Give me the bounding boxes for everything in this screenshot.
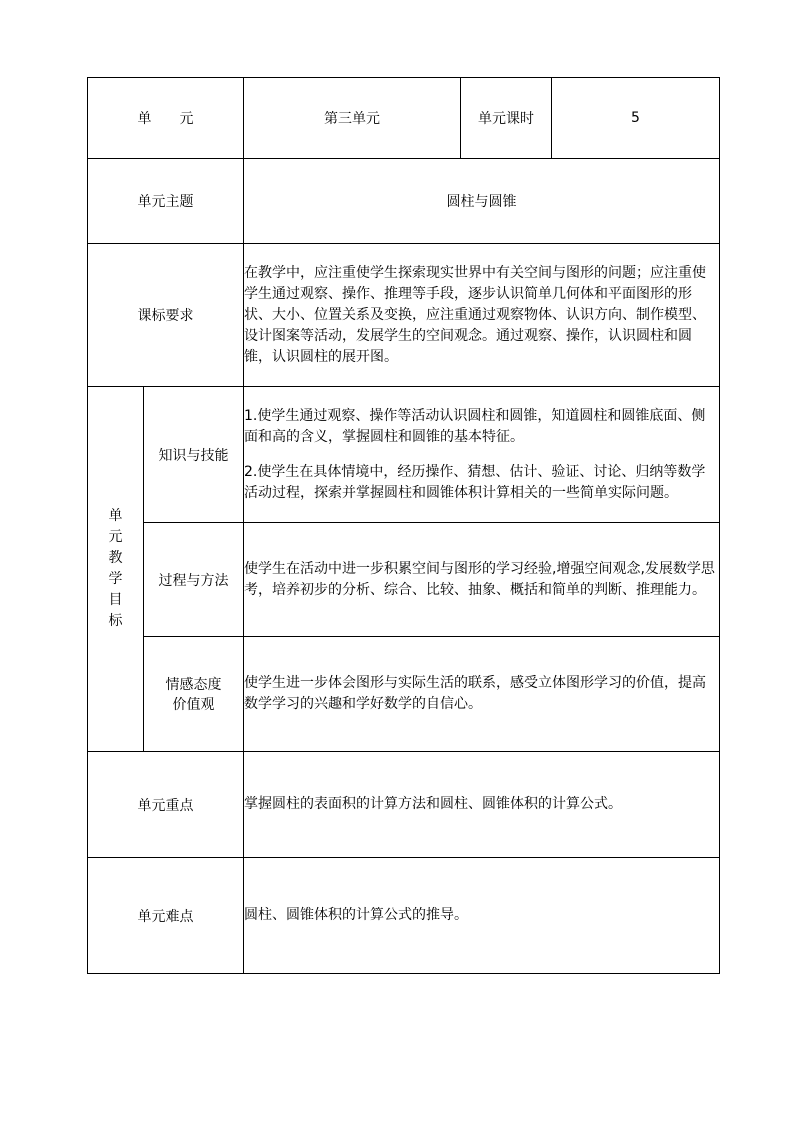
objectives-label-cell [88,387,144,752]
emotion-label-a: 情感态度 [165,677,222,693]
process-value: 使学生在活动中进一步积累空间与图形的学习经验,增强空间观念,发展数学思考，培养初步的分析、综合、比较、抽象、概括和简单的判断、推理能力。 [244,523,720,637]
key-value: 掌握圆柱的表面积的计算方法和圆柱、圆锥体积的计算公式。 [244,752,720,858]
unit-hours-label: 单元课时 [461,78,552,159]
unit-label-cell [88,78,244,159]
standard-label: 课标要求 [88,244,244,387]
unit-value: 第三单元 [244,78,461,159]
theme-value: 圆柱与圆锥 [244,159,720,244]
row-emotion [88,637,720,752]
process-label: 过程与方法 [144,523,244,637]
emotion-label-b: 价值观 [172,697,215,713]
unit-plan-table [87,77,720,974]
key-label: 单元重点 [88,752,244,858]
row-process [88,523,720,637]
difficult-label: 单元难点 [88,858,244,974]
emotion-value: 使学生进一步体会图形与实际生活的联系，感受立体图形学习的价值，提高数学学习的兴趣和学好数学的自信心。 [244,637,720,752]
standard-value: 在教学中，应注重使学生探索现实世界中有关空间与图形的问题；应注重使学生通过观察、操作、推理等手段，逐步认识简单几何体和平面图形的形状、大小、位置关系及变换，应注重通过观察物体、认识方向、制作模型、设计图案等活动，发展学生的空间观念。通过观察、操作，认识圆柱和圆锥，认识圆柱的展开图。 [244,244,720,387]
knowledge-para-1: 1.使学生通过观察、操作等活动认识圆柱和圆锥，知道圆柱和圆锥底面、侧面和高的含义，掌握圆柱和圆锥的基本特征。 [244,407,706,445]
emotion-label-cell [144,637,244,752]
unit-label-a: 单 [137,111,152,127]
knowledge-para-2: 2.使学生在具体情境中，经历操作、猜想、估计、验证、讨论、归纳等数学活动过程，探索并掌握圆柱和圆锥体积计算相关的一些简单实际问题。 [244,463,706,501]
knowledge-value-cell [244,387,720,523]
difficult-value: 圆柱、圆锥体积的计算公式的推导。 [244,858,720,974]
row-difficult [88,858,720,974]
unit-label-b: 元 [179,111,194,127]
knowledge-label: 知识与技能 [144,387,244,523]
theme-label: 单元主题 [88,159,244,244]
objectives-label: 单元教学目标 [108,508,123,629]
row-key [88,752,720,858]
unit-hours-value: 5 [552,78,720,159]
row-unit [88,78,720,159]
row-theme [88,159,720,244]
row-knowledge [88,387,720,523]
row-standard [88,244,720,387]
